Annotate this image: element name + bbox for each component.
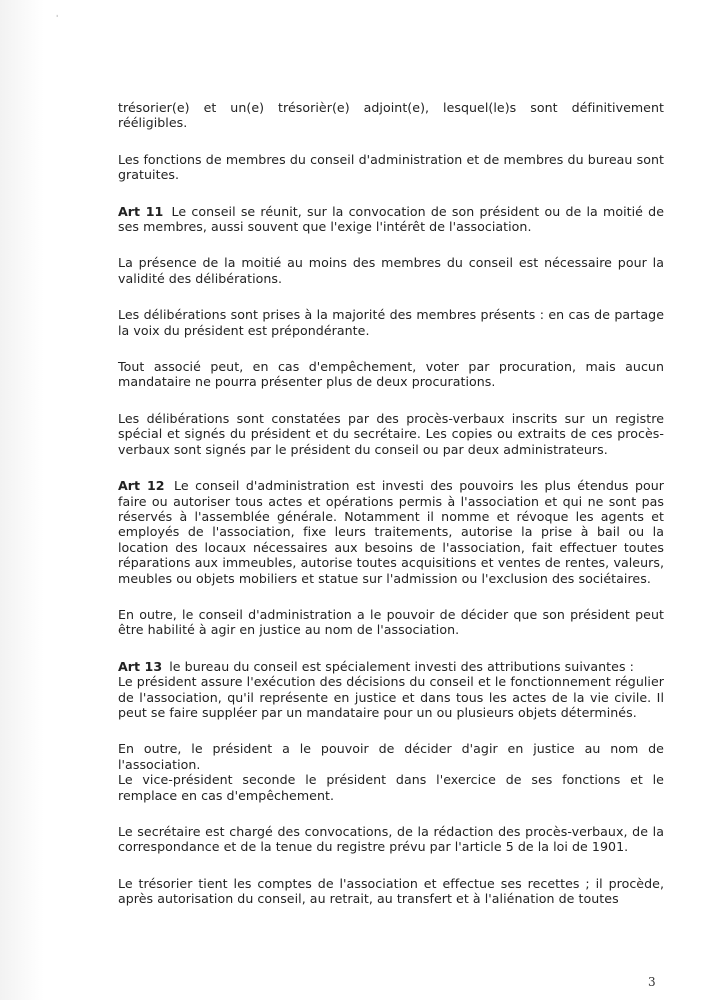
paragraph-treasurer (118, 876, 664, 907)
article-label: Art 12 (118, 478, 165, 494)
article-13 (118, 659, 664, 721)
scan-edge-shadow (0, 0, 44, 1000)
paragraph-text: Le conseil se réunit, sur la convocation de son président ou de la moitié de ses membres, aussi souvent que l'exige l'intérêt de l'association. (118, 203, 664, 235)
paragraph-text: En outre, le président a le pouvoir de décider d'agir en justice au nom de l'association. (118, 741, 664, 772)
paragraph-text: Le trésorier tient les comptes de l'association et effectue ses recettes ; il procède, après autorisation du conseil, au retrait, au transfert et à l'aliénation de toutes (118, 875, 664, 907)
paragraph-text: La présence de la moitié au moins des membres du conseil est nécessaire pour la validité des délibérations. (118, 255, 664, 286)
paragraph-majority (118, 307, 664, 338)
paragraph-legal-action-board (118, 607, 664, 638)
paragraph-functions-free (118, 152, 664, 183)
document-body (118, 100, 664, 928)
paragraph-minutes (118, 411, 664, 457)
paragraph-quorum (118, 255, 664, 286)
paragraph-text: Les délibérations sont constatées par des procès-verbaux inscrits sur un registre spécial et signés du président et du secrétaire. Les copies ou extraits de ces procès-verbaux sont signés par le président du conseil ou par deux administrateurs. (118, 410, 664, 457)
paragraph-text: Le conseil d'administration est investi des pouvoirs les plus étendus pour faire ou autoriser tous actes et opérations permis à l'association et qui ne sont pas réservés à l'assemblée générale. Notamment il nomme et révoque les agents et employés de l'association, fixe leurs traitements, autorise la prise à bail ou la location des locaux nécessaires aux besoins de l'association, fait effectuer toutes réparations aux immeubles, autorise toutes acquisitions et ventes de rentes, valeurs, meubles ou objets mobiliers et statue sur l'admission ou l'exclusion des sociétaires. (118, 478, 665, 586)
scan-mark: ˈ (56, 14, 59, 23)
paragraph-text: En outre, le conseil d'administration a le pouvoir de décider que son président peut être habilité à agir en justice au nom de l'association. (118, 606, 664, 638)
paragraph-secretary (118, 824, 664, 855)
page-number: 3 (648, 975, 656, 989)
paragraph-treasurer-reeligible (118, 100, 664, 131)
paragraph-text: le bureau du conseil est spécialement investi des attributions suivantes : (169, 658, 634, 674)
paragraph-proxy (118, 359, 664, 390)
article-label: Art 11 (118, 203, 164, 219)
paragraph-text: trésorier(e) et un(e) trésorièr(e) adjoint(e), lesquel(le)s sont définitivement rééligibles. (118, 100, 664, 131)
paragraph-text: Les fonctions de membres du conseil d'administration et de membres du bureau sont gratuites. (118, 151, 664, 183)
paragraph-text: Les délibérations sont prises à la majorité des membres présents : en cas de partage la voix du président est prépondérante. (118, 307, 664, 338)
paragraph-text: Tout associé peut, en cas d'empêchement, voter par procuration, mais aucun mandataire ne pourra présenter plus de deux procurations. (118, 359, 664, 390)
paragraph-subtext: Le vice-président seconde le président dans l'exercice de ses fonctions et le remplace en cas d'empêchement. (118, 772, 664, 803)
article-12 (118, 478, 664, 586)
article-11 (118, 204, 664, 235)
paragraph-text: Le secrétaire est chargé des convocations, de la rédaction des procès-verbaux, de la correspondance et de la tenue du registre prévu par l'article 5 de la loi de 1901. (118, 824, 664, 855)
paragraph-president-vice (118, 741, 664, 803)
paragraph-subtext: Le président assure l'exécution des décisions du conseil et le fonctionnement régulier de l'association, qu'il représente en justice et dans tous les actes de la vie civile. Il peut se faire suppléer par un mandataire pour un ou plusieurs objets déterminés. (118, 674, 664, 720)
article-label: Art 13 (118, 658, 163, 674)
